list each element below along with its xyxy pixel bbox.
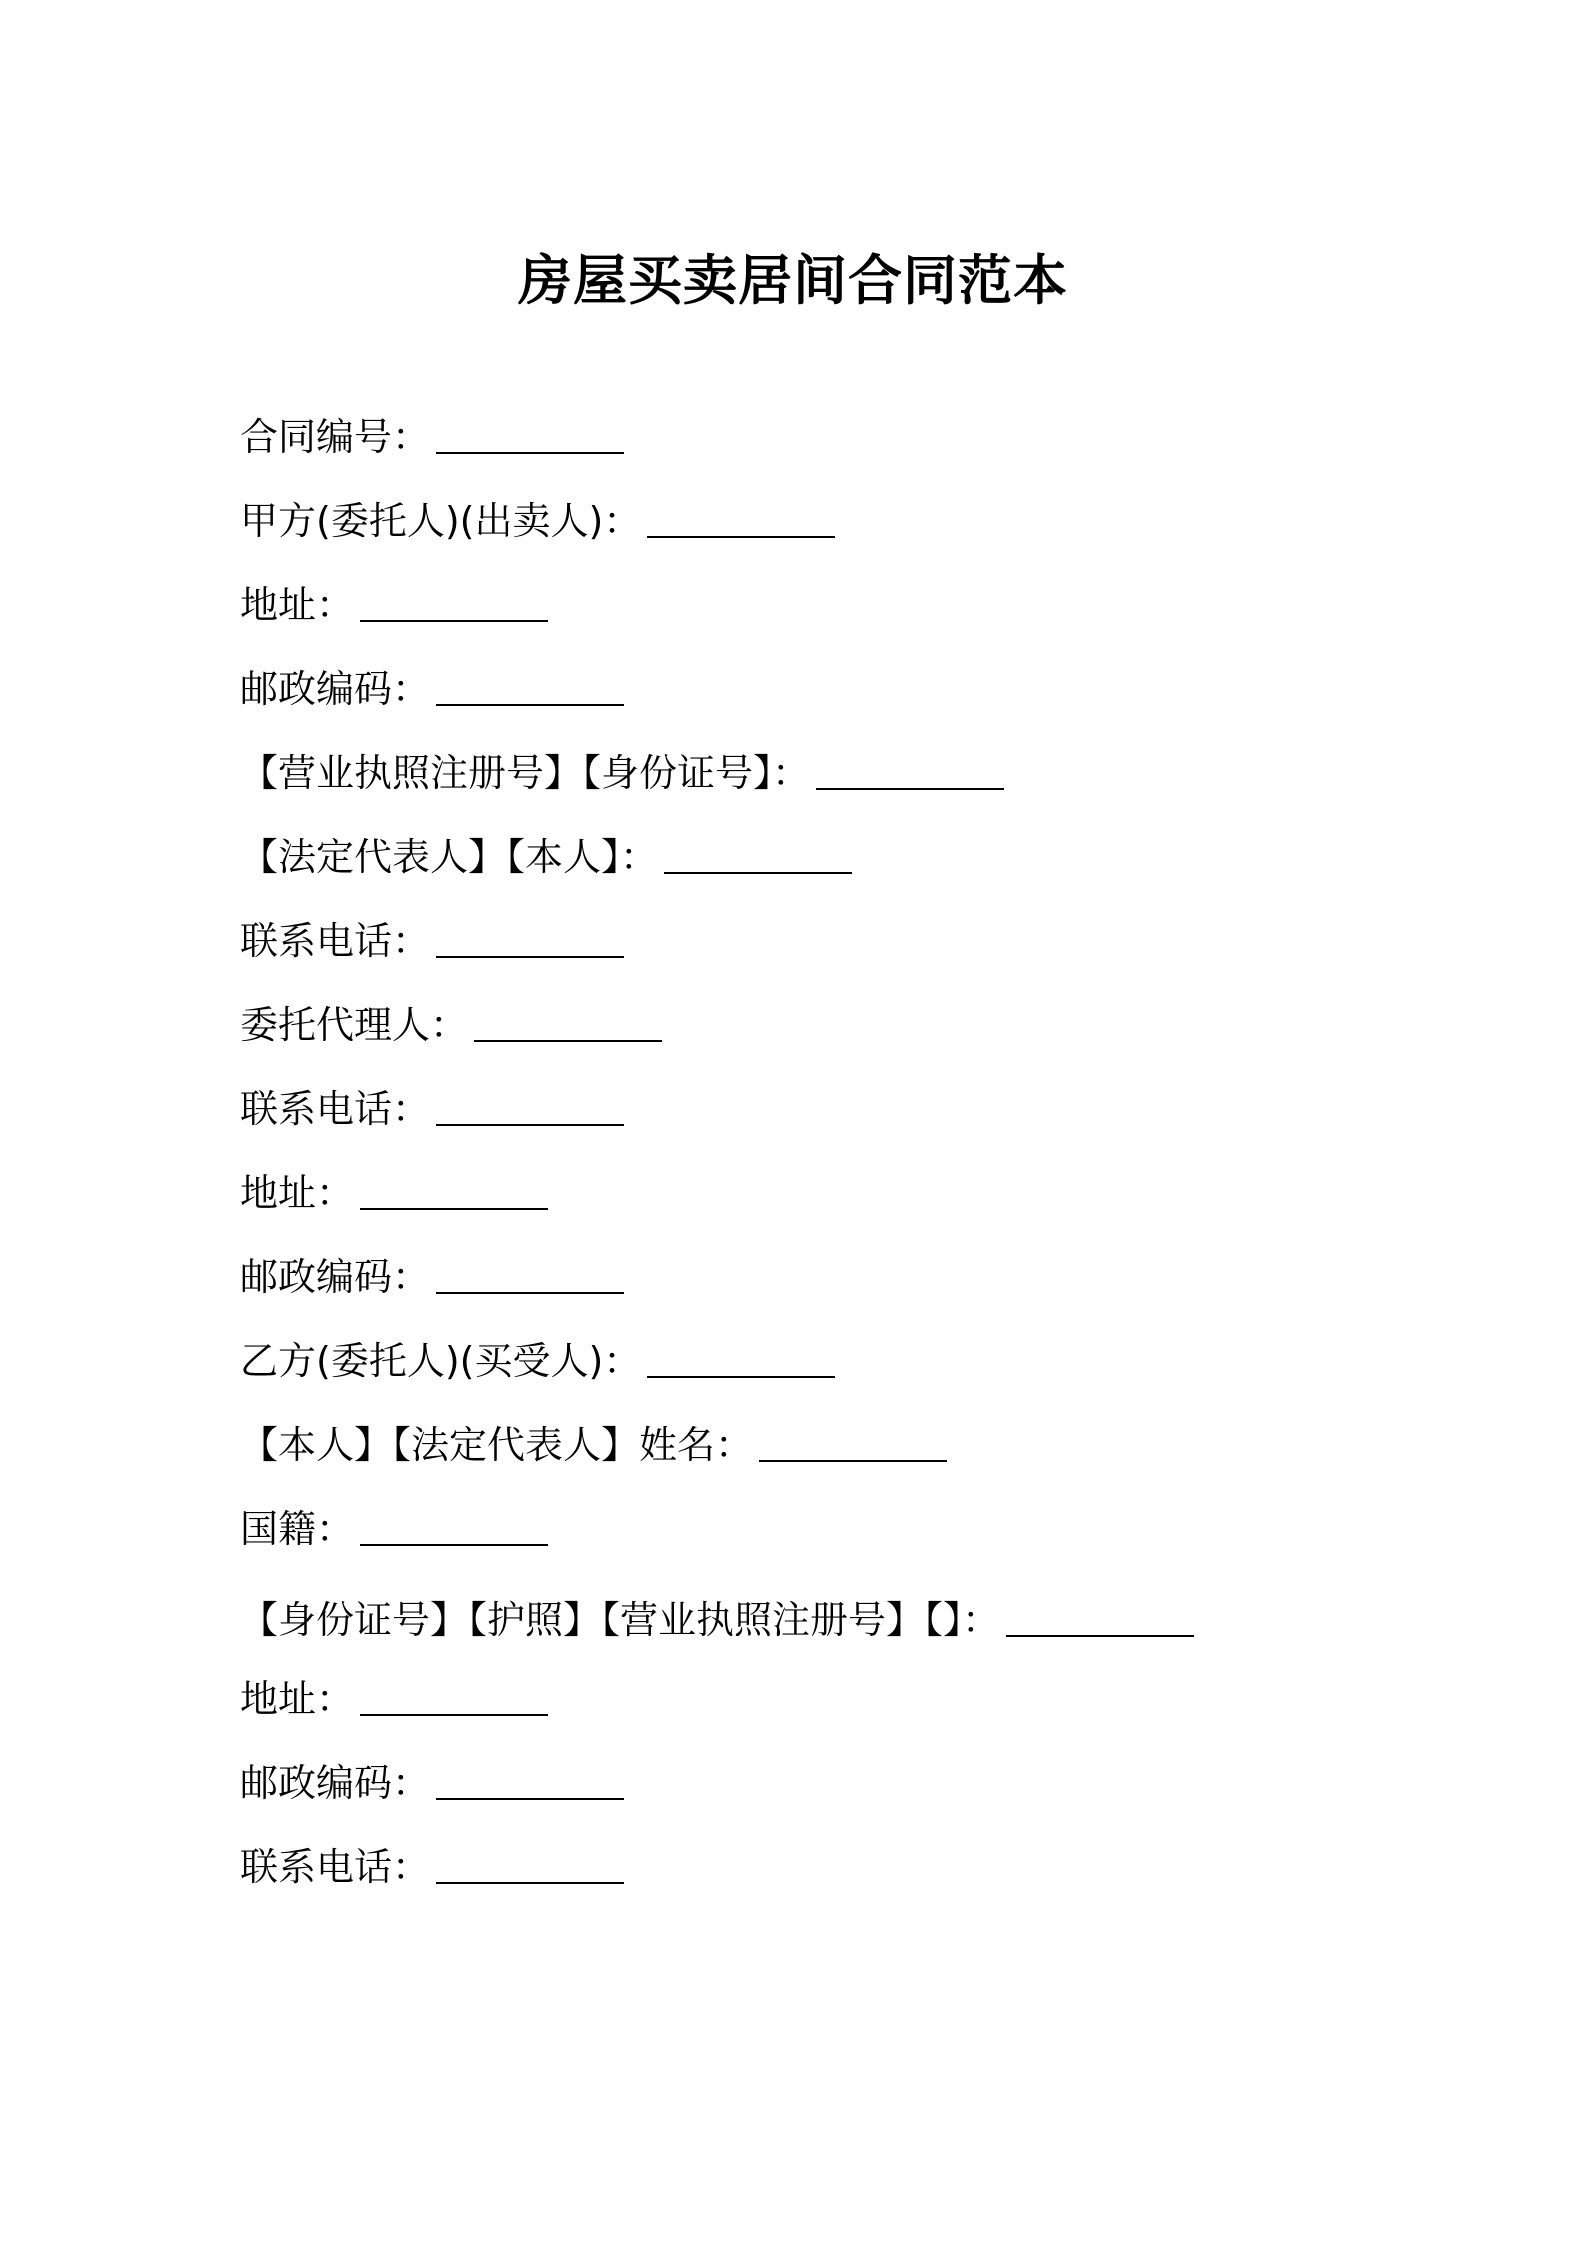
field-label: 【营业执照注册号】【身份证号】： (240, 751, 811, 795)
field-label: 【身份证号】【护照】【营业执照注册号】【】： (240, 1598, 1001, 1642)
fill-in-blank[interactable] (647, 496, 835, 538)
field-label: 联系电话： (240, 1845, 431, 1889)
field-label: 国籍： (240, 1507, 355, 1551)
field-agent-address (240, 1161, 1400, 1245)
field-label: 邮政编码： (240, 1761, 431, 1805)
fill-in-blank[interactable] (436, 1084, 624, 1126)
fill-in-blank[interactable] (1006, 1595, 1194, 1637)
field-label: 地址： (240, 1677, 355, 1721)
field-label: 甲方(委托人)(出卖人)： (240, 499, 642, 543)
field-party-a-phone (240, 909, 1400, 993)
field-label: 地址： (240, 583, 355, 627)
field-party-b (240, 1329, 1400, 1413)
field-agent-phone (240, 1077, 1400, 1161)
field-label: 【本人】【法定代表人】姓名： (240, 1423, 754, 1467)
field-party-b-phone (240, 1835, 1400, 1919)
field-party-b-address (240, 1667, 1400, 1751)
field-label: 邮政编码： (240, 1255, 431, 1299)
fill-in-blank[interactable] (436, 664, 624, 706)
field-party-a-representative (240, 825, 1400, 909)
fill-in-blank[interactable] (360, 580, 548, 622)
fill-in-blank[interactable] (664, 832, 852, 874)
fill-in-blank[interactable] (759, 1420, 947, 1462)
fill-in-blank[interactable] (436, 412, 624, 454)
field-label: 委托代理人： (240, 1003, 469, 1047)
fill-in-blank[interactable] (816, 748, 1004, 790)
fill-in-blank[interactable] (360, 1168, 548, 1210)
field-party-a-address (240, 573, 1400, 657)
field-party-b-id (240, 1588, 1400, 1667)
field-party-b-postcode (240, 1751, 1400, 1835)
fill-in-blank[interactable] (436, 1842, 624, 1884)
field-agent (240, 993, 1400, 1077)
field-label: 【法定代表人】【本人】： (240, 835, 659, 879)
field-label: 合同编号： (240, 415, 431, 459)
fill-in-blank[interactable] (360, 1674, 548, 1716)
fill-in-blank[interactable] (360, 1504, 548, 1546)
field-party-a (240, 489, 1400, 573)
field-party-a-license-id (240, 741, 1400, 825)
field-party-b-name (240, 1413, 1400, 1497)
field-contract-number (240, 405, 1400, 489)
field-party-b-nationality (240, 1497, 1400, 1588)
field-label: 地址： (240, 1171, 355, 1215)
field-party-a-postcode (240, 657, 1400, 741)
fill-in-blank[interactable] (436, 1758, 624, 1800)
field-label: 邮政编码： (240, 667, 431, 711)
document-title: 房屋买卖居间合同范本 (518, 249, 1068, 313)
fill-in-blank[interactable] (474, 1000, 662, 1042)
field-label: 联系电话： (240, 919, 431, 963)
field-label: 联系电话： (240, 1087, 431, 1131)
field-label: 乙方(委托人)(买受人)： (240, 1339, 642, 1383)
fill-in-blank[interactable] (436, 1252, 624, 1294)
field-agent-postcode (240, 1245, 1400, 1329)
fill-in-blank[interactable] (647, 1336, 835, 1378)
contract-field-list (240, 405, 1400, 1919)
fill-in-blank[interactable] (436, 916, 624, 958)
